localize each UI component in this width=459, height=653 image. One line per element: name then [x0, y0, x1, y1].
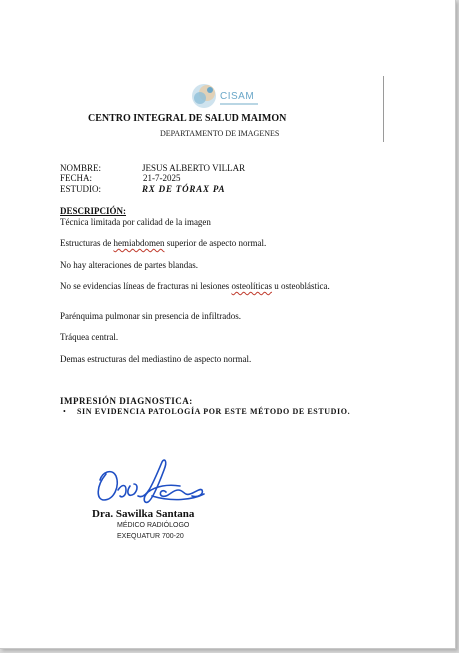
description-title: DESCRIPCIÓN: [60, 206, 127, 216]
impression-item: SIN EVIDENCIA PATOLOGÍA POR ESTE MÉTODO DE ESTUDIO. [77, 407, 351, 416]
handwritten-signature [92, 456, 212, 512]
logo-tagline [220, 103, 258, 105]
study-value: RX DE TÓRAX PA [142, 184, 226, 194]
doctor-role: MÉDICO RADIÓLOGO [117, 522, 190, 529]
doctor-name: Dra. Sawilka Santana [92, 508, 195, 520]
logo-text: CISAM [220, 91, 255, 102]
description-line: No se evidencias líneas de fracturas ni lesiones osteolíticas u osteoblástica. [60, 281, 330, 291]
description-line: Técnica limitada por calidad de la imagen [60, 217, 211, 227]
margin-guide [383, 76, 384, 142]
description-line: Parénquima pulmonar sin presencia de infiltrados. [60, 311, 241, 321]
study-label: ESTUDIO: [60, 184, 101, 194]
bullet-icon: • [63, 407, 66, 416]
description-line: Tráquea central. [60, 332, 119, 342]
spellcheck-flagged-word: hemiabdomen [113, 238, 165, 248]
center-name: CENTRO INTEGRAL DE SALUD MAIMON [88, 113, 287, 124]
description-line: Estructuras de hemiabdomen superior de aspecto normal. [60, 238, 267, 248]
date-value: 21-7-2025 [143, 173, 181, 183]
date-label: FECHA: [60, 173, 93, 183]
department-name: DEPARTAMENTO DE IMAGENES [160, 129, 280, 138]
doctor-exequatur: EXEQUATUR 700-20 [117, 533, 184, 540]
name-label: NOMBRE: [60, 163, 102, 173]
name-value: JESUS ALBERTO VILLAR [142, 163, 246, 173]
description-line: Demas estructuras del mediastino de aspecto normal. [60, 354, 252, 364]
impression-title: IMPRESIÓN DIAGNOSTICA: [60, 396, 193, 406]
spellcheck-flagged-word: osteolíticas [231, 281, 272, 291]
description-line: No hay alteraciones de partes blandas. [60, 260, 198, 270]
